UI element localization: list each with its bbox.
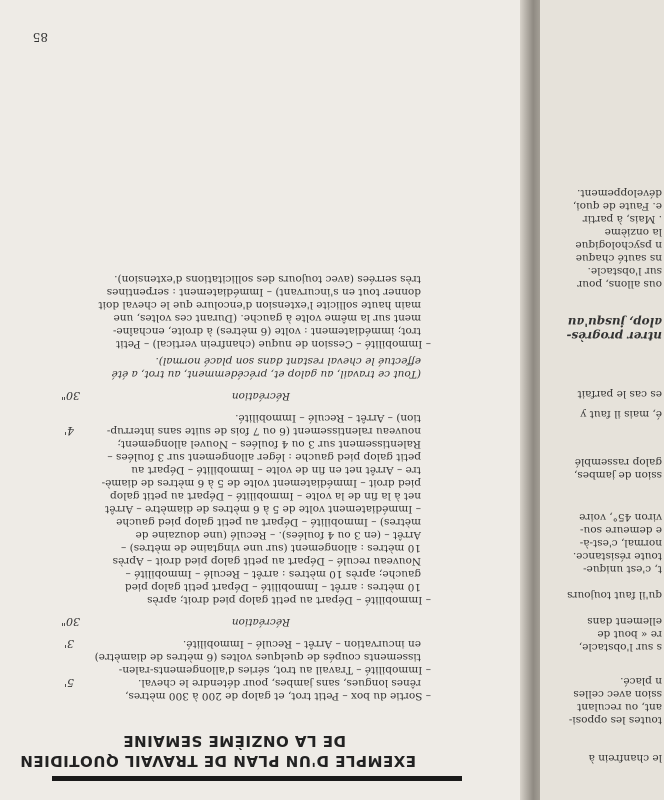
s1-line: – Sortie du box – Petit trot, et galop de 200 à 300 mètres, <box>125 690 431 702</box>
right-line: qu'il faut toujours <box>567 589 662 601</box>
s1-duration: 5' <box>63 676 74 689</box>
recreation-duration: 30" <box>60 615 80 628</box>
right-line: ellement dans <box>587 615 662 627</box>
s3-line: trot; immédiatement : volte (6 mètres) à droite, enchaîne- <box>112 325 421 337</box>
right-line: . Mais, à partir <box>582 213 662 225</box>
s2-line: – Immobilité – Départ au petit galop pied droit; après <box>147 594 431 606</box>
right-line: toute résistance. <box>572 550 662 562</box>
right-line: normal, c'est-à- <box>579 537 662 549</box>
right-line: ssion de jambes, <box>574 469 662 481</box>
s2-line: 10 mètres : arrêt – Immobilité – Départ petit galop pied <box>124 581 421 593</box>
page-number: 85 <box>32 30 48 44</box>
recreation-duration: 30" <box>60 389 80 402</box>
right-line: ous allons, pour <box>577 278 662 290</box>
s3-line: ment sur la même volte à gauche. (Durant ces voltes, une <box>113 312 421 324</box>
s2-line: Ralentissement sur 3 ou 4 foulées – Nouvel allongement; <box>117 438 421 450</box>
s2-duration: 4' <box>63 424 74 437</box>
s3-line: main haute sollicite l'extension d'encolure que le cheval doit <box>98 299 421 311</box>
s3-line: effectué le cheval restant dans son placé normal). <box>155 355 421 367</box>
s2-line: petit galop pied gauche : léger allongement sur 3 foulées – <box>107 451 421 463</box>
s2-line: mètres) – Immobilité – Départ au petit galop pied gauche <box>116 516 421 528</box>
right-line: t, c'est unique- <box>583 563 662 575</box>
right-heading-line: ntrer progrès- <box>566 329 662 343</box>
heading-line-2: DE LA ONZIÈME SEMAINE <box>122 732 346 750</box>
s3-line: très serrées (avec toujours des sollicitations d'extension). <box>114 273 421 285</box>
s2-line: Nouveau reculé – Départ au petit galop pied droit – Après <box>112 555 421 567</box>
right-line: le chanfrein à <box>588 752 662 764</box>
right-line: ssion avec celles <box>573 688 662 700</box>
recreation-label: Récréation <box>231 616 290 628</box>
s2-line: – Immédiatement volte de 5 à 6 mètres de diamètre – Arrêt <box>105 503 421 515</box>
right-page-content <box>540 0 664 800</box>
right-line: viron 45°, voire <box>579 511 662 523</box>
right-line: toutes les opposi- <box>568 714 662 726</box>
right-line: e. Faute de quoi, <box>572 200 662 212</box>
s2-line: tion) – Arrêt – Reculé – Immobilité. <box>235 412 421 424</box>
recreation-label: Récréation <box>231 390 290 402</box>
right-line: sur l'obstacle. <box>587 265 662 277</box>
right-line: ant, ou reculant <box>577 701 662 713</box>
s1-line: tissements coupés de quelques voltes (6 mètres de diamètre) <box>94 651 421 663</box>
right-line: re « bout de <box>597 628 662 640</box>
s1-line: en incurvation – Arrêt – Reculé – Immobilité. <box>182 638 421 650</box>
s2-line: tre – Arrêt net en fin de volte – Immobilité – Départ au <box>131 464 421 476</box>
right-line: la onzième <box>604 226 662 238</box>
heading-rule <box>52 776 462 781</box>
s2-line: net à la fin de la volte – Immobilité – Départ au petit galop <box>110 490 421 502</box>
right-line: s sur l'obstacle, <box>578 641 662 653</box>
right-line: ns sauté chaque <box>575 252 662 264</box>
s2-line: Arrêt – (en 3 ou 4 foulées). – Reculé (une douzaine de <box>135 529 421 541</box>
s3-line: donner tout en s'incurvant) – Immédiatement : serpentines <box>106 286 421 298</box>
s3-line: (Tout ce travail, au galop et, précédemment, au trot, a été <box>111 368 421 380</box>
right-heading-line: alop, jusqu'au <box>567 315 662 329</box>
s2-line: gauche; après 10 mètres : arrêt – Reculé – Immobilité – <box>125 568 421 580</box>
heading-line-1: EXEMPLE D'UN PLAN DE TRAVAIL QUOTIDIEN <box>19 752 416 770</box>
s1-line: rênes longues, sans jambes, pour détendre le cheval. <box>138 677 421 689</box>
right-line: développement. <box>577 187 662 199</box>
s3-line: – Immobilité – Cession de nuque (chanfrein vertical) – Petit <box>116 338 431 350</box>
right-line: galop rassemblé <box>574 456 662 468</box>
s1-duration: 3' <box>63 637 74 650</box>
right-line: n placé. <box>620 675 662 687</box>
right-line: é, mais il faut y <box>580 408 662 420</box>
right-page <box>540 0 664 800</box>
s2-line: nouveau ralentissement (6 ou 7 fois de suite sans interrup- <box>106 425 421 437</box>
right-line: e demeure sou- <box>579 524 662 536</box>
s2-line: pied droit – Immédiatement volte de 5 à 6 mètres de diamè- <box>101 477 421 489</box>
s1-line: – Immobilité – Travail au trot, séries d'allongements-ralen- <box>118 664 431 676</box>
right-line: n psychologique <box>575 239 662 251</box>
s2-line: 10 mètres : allongement (sur une vingtaine de mètres) – <box>121 542 421 554</box>
right-line: es cas le parfait <box>577 388 662 400</box>
